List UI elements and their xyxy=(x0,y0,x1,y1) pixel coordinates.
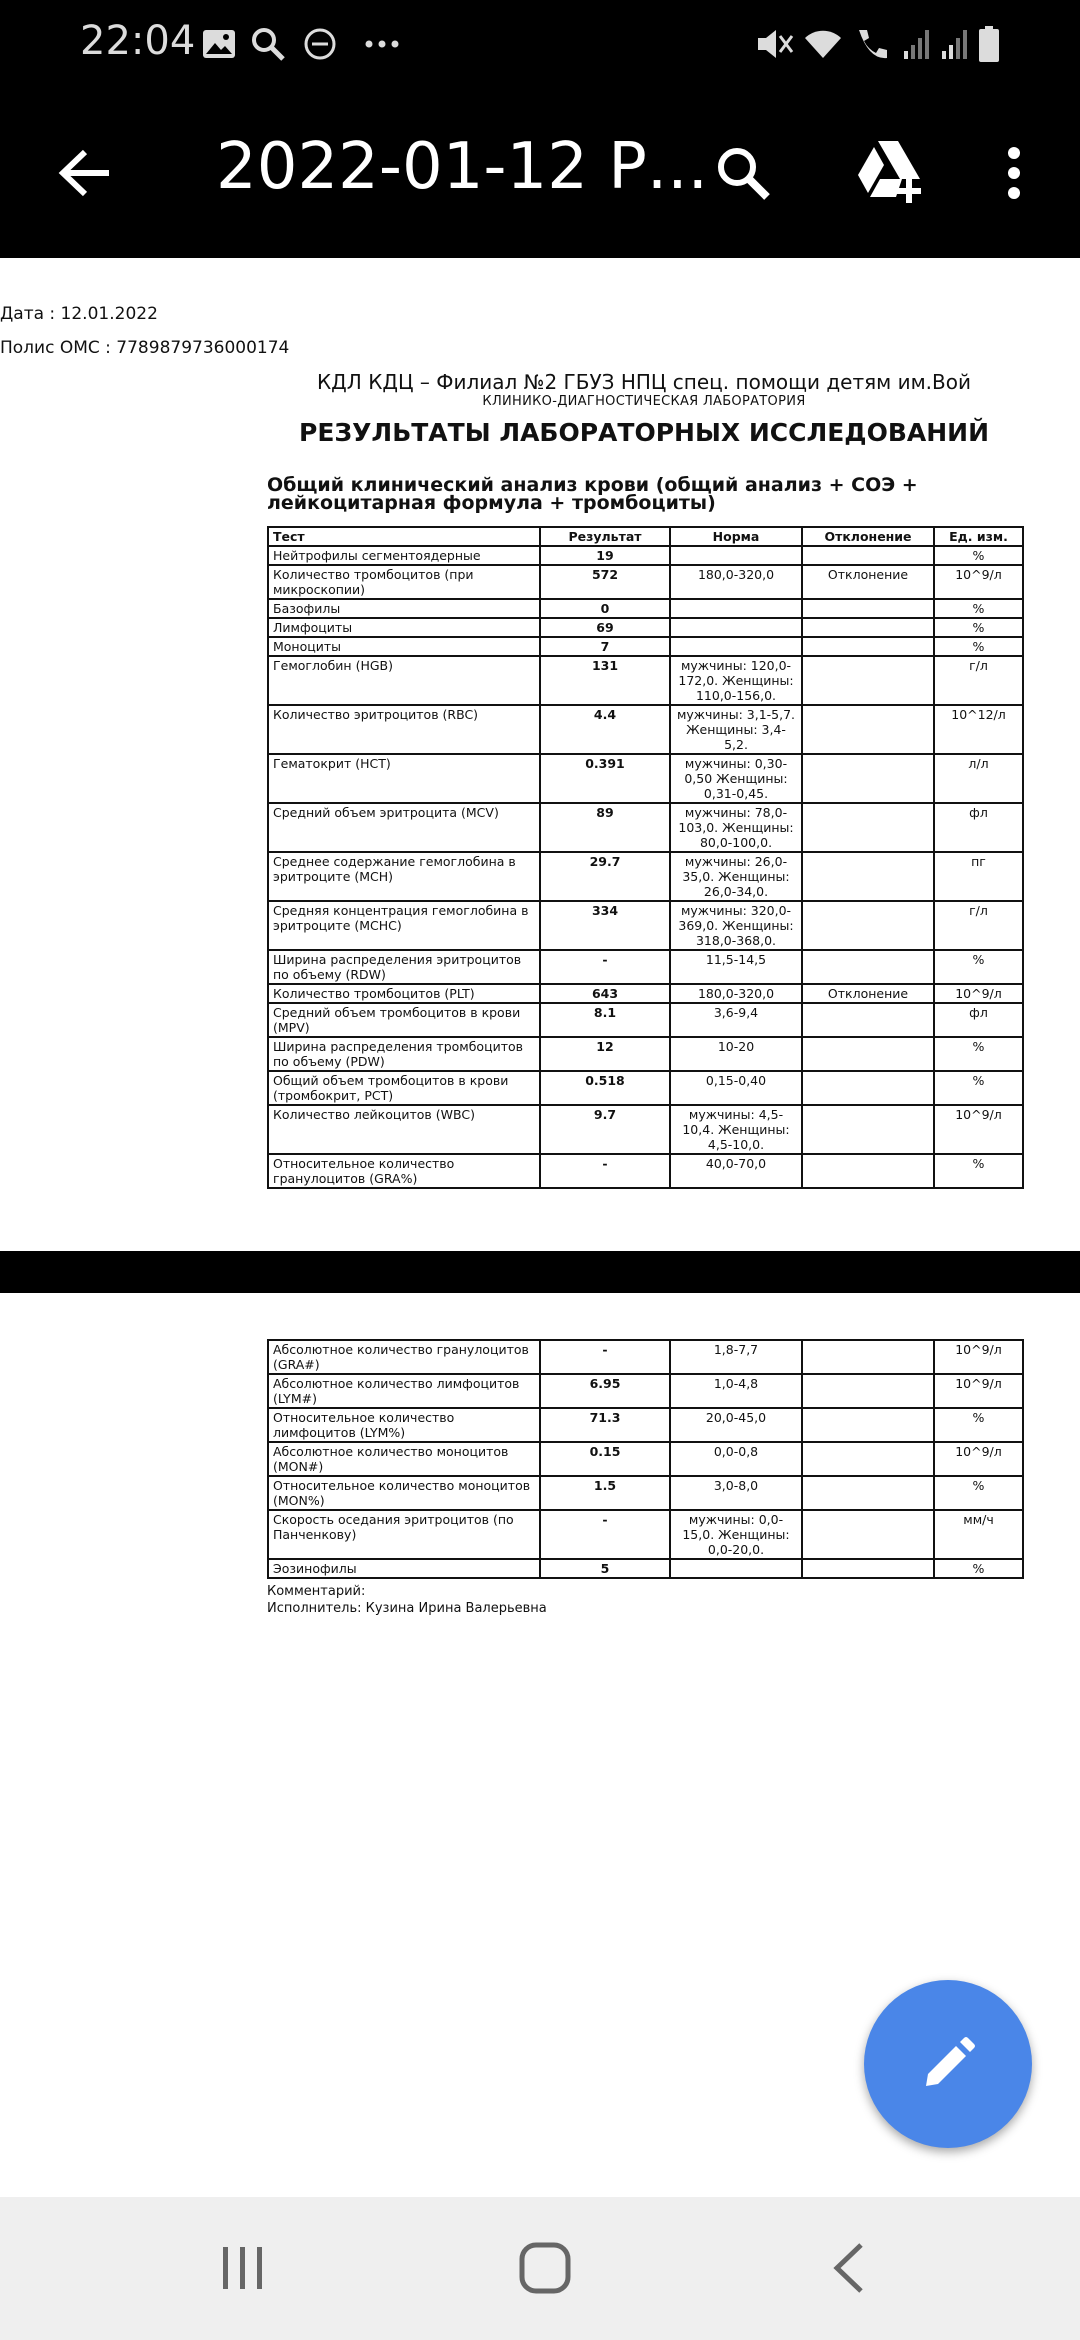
result-cell: 71.3 xyxy=(540,1408,670,1442)
results-table-continued xyxy=(267,1339,1024,1579)
reference-range-cell: мужчины: 320,0-369,0. Женщины: 318,0-368,0. xyxy=(670,901,802,950)
reference-range-cell: 180,0-320,0 xyxy=(670,565,802,599)
table-row xyxy=(268,1340,1023,1374)
table-row xyxy=(268,618,1023,637)
result-cell: 1.5 xyxy=(540,1476,670,1510)
edit-button[interactable] xyxy=(864,1980,1032,2148)
wifi-calling-icon xyxy=(850,22,896,66)
test-name-cell: Абсолютное количество гранулоцитов (GRA#) xyxy=(268,1340,540,1374)
table-row xyxy=(268,1510,1023,1559)
unit-cell: фл xyxy=(934,803,1023,852)
deviation-cell xyxy=(802,618,934,637)
unit-cell: % xyxy=(934,1408,1023,1442)
deviation-cell xyxy=(802,1154,934,1188)
test-name-cell: Среднее содержание гемоглобина в эритроците (MCH) xyxy=(268,852,540,901)
result-cell: 6.95 xyxy=(540,1374,670,1408)
wifi-icon xyxy=(800,22,846,66)
unit-cell: % xyxy=(934,1071,1023,1105)
deviation-cell xyxy=(802,803,934,852)
image-icon xyxy=(200,22,238,66)
drive-add-icon[interactable] xyxy=(842,124,942,220)
battery-icon xyxy=(976,22,1002,66)
deviation-cell xyxy=(802,656,934,705)
result-cell: 334 xyxy=(540,901,670,950)
table-row xyxy=(268,1003,1023,1037)
reference-range-cell: 0,0-0,8 xyxy=(670,1442,802,1476)
result-cell: 572 xyxy=(540,565,670,599)
reference-range-cell: 180,0-320,0 xyxy=(670,984,802,1003)
unit-cell: 10^9/л xyxy=(934,565,1023,599)
reference-range-cell: мужчины: 3,1-5,7. Женщины: 3,4-5,2. xyxy=(670,705,802,754)
deviation-cell xyxy=(802,705,934,754)
deviation-cell xyxy=(802,1408,934,1442)
reference-range-cell: 3,0-8,0 xyxy=(670,1476,802,1510)
result-cell: - xyxy=(540,1510,670,1559)
result-cell: 643 xyxy=(540,984,670,1003)
test-name-cell: Количество тромбоцитов (PLT) xyxy=(268,984,540,1003)
table-row xyxy=(268,1442,1023,1476)
lab-line: КЛИНИКО-ДИАГНОСТИЧЕСКАЯ ЛАБОРАТОРИЯ xyxy=(482,394,806,409)
page-separator xyxy=(0,1251,1080,1293)
table-row xyxy=(268,599,1023,618)
column-header: Норма xyxy=(670,527,802,546)
result-cell: - xyxy=(540,1340,670,1374)
more-vert-icon[interactable] xyxy=(984,128,1044,218)
document-page-1[interactable] xyxy=(0,258,1080,1251)
deviation-cell: Отклонение xyxy=(802,984,934,1003)
reference-range-cell: 1,0-4,8 xyxy=(670,1374,802,1408)
table-row xyxy=(268,1037,1023,1071)
reference-range-cell: 0,15-0,40 xyxy=(670,1071,802,1105)
reference-range-cell: мужчины: 26,0-35,0. Женщины: 26,0-34,0. xyxy=(670,852,802,901)
column-header: Результат xyxy=(540,527,670,546)
result-cell: - xyxy=(540,1154,670,1188)
report-footer xyxy=(267,1583,547,1617)
table-row xyxy=(268,656,1023,705)
deviation-cell xyxy=(802,637,934,656)
date-line: Дата : 12.01.2022 xyxy=(0,304,158,324)
reference-range-cell: 3,6-9,4 xyxy=(670,1003,802,1037)
test-name-cell: Ширина распределения тромбоцитов по объему (PDW) xyxy=(268,1037,540,1071)
table-row xyxy=(268,803,1023,852)
column-header: Отклонение xyxy=(802,527,934,546)
result-cell: 5 xyxy=(540,1559,670,1578)
test-name-cell: Эозинофилы xyxy=(268,1559,540,1578)
test-name-cell: Относительное количество лимфоцитов (LYM%) xyxy=(268,1408,540,1442)
search-icon[interactable] xyxy=(698,128,788,218)
test-name-cell: Гематокрит (HCT) xyxy=(268,754,540,803)
deviation-cell xyxy=(802,1071,934,1105)
status-bar xyxy=(0,0,1080,88)
test-name-cell: Ширина распределения эритроцитов по объему (RDW) xyxy=(268,950,540,984)
table-row xyxy=(268,1476,1023,1510)
test-name-cell: Нейтрофилы сегментоядерные xyxy=(268,546,540,565)
result-cell: 0.518 xyxy=(540,1071,670,1105)
result-cell: 0.391 xyxy=(540,754,670,803)
recent-apps-icon[interactable] xyxy=(198,2233,288,2303)
result-cell: 0 xyxy=(540,599,670,618)
unit-cell: 10^9/л xyxy=(934,984,1023,1003)
app-bar xyxy=(0,88,1080,258)
reference-range-cell: мужчины: 78,0-103,0. Женщины: 80,0-100,0. xyxy=(670,803,802,852)
document-title: 2022-01-12 Р... xyxy=(216,130,708,204)
reference-range-cell: мужчины: 0,0-15,0. Женщины: 0,0-20,0. xyxy=(670,1510,802,1559)
test-name-cell: Относительное количество гранулоцитов (GRA%) xyxy=(268,1154,540,1188)
result-cell: 19 xyxy=(540,546,670,565)
unit-cell: 10^9/л xyxy=(934,1105,1023,1154)
table-row xyxy=(268,637,1023,656)
deviation-cell xyxy=(802,1374,934,1408)
deviation-cell xyxy=(802,1559,934,1578)
deviation-cell: Отклонение xyxy=(802,565,934,599)
table-row xyxy=(268,754,1023,803)
deviation-cell xyxy=(802,1105,934,1154)
unit-cell: л/л xyxy=(934,754,1023,803)
table-row xyxy=(268,546,1023,565)
reference-range-cell: 11,5-14,5 xyxy=(670,950,802,984)
edit-pencil-icon xyxy=(918,2034,978,2094)
result-cell: 69 xyxy=(540,618,670,637)
more-dots-icon xyxy=(362,22,402,66)
unit-cell: 10^12/л xyxy=(934,705,1023,754)
reference-range-cell: мужчины: 120,0-172,0. Женщины: 110,0-156,0. xyxy=(670,656,802,705)
unit-cell: % xyxy=(934,1154,1023,1188)
executor-line: Исполнитель: Кузина Ирина Валерьевна xyxy=(267,1601,547,1616)
unit-cell: % xyxy=(934,950,1023,984)
table-row xyxy=(268,950,1023,984)
reference-range-cell: мужчины: 0,30-0,50 Женщины: 0,31-0,45. xyxy=(670,754,802,803)
deviation-cell xyxy=(802,901,934,950)
reference-range-cell: мужчины: 4,5-10,4. Женщины: 4,5-10,0. xyxy=(670,1105,802,1154)
unit-cell: фл xyxy=(934,1003,1023,1037)
table-row xyxy=(268,852,1023,901)
home-icon[interactable] xyxy=(500,2233,590,2303)
unit-cell: 10^9/л xyxy=(934,1374,1023,1408)
signal-icon xyxy=(900,22,934,66)
test-name-cell: Моноциты xyxy=(268,637,540,656)
organization-line: КДЛ КДЦ – Филиал №2 ГБУЗ НПЦ спец. помощи детям им.Вой xyxy=(316,370,971,394)
result-cell: 4.4 xyxy=(540,705,670,754)
table-row xyxy=(268,705,1023,754)
results-heading: РЕЗУЛЬТАТЫ ЛАБОРАТОРНЫХ ИССЛЕДОВАНИЙ xyxy=(299,418,989,447)
reference-range-cell xyxy=(670,1559,802,1578)
deviation-cell xyxy=(802,1442,934,1476)
deviation-cell xyxy=(802,1037,934,1071)
deviation-cell xyxy=(802,754,934,803)
reference-range-cell xyxy=(670,637,802,656)
test-name-cell: Средний объем эритроцита (MCV) xyxy=(268,803,540,852)
test-name-cell: Средний объем тромбоцитов в крови (MPV) xyxy=(268,1003,540,1037)
test-name-cell: Гемоглобин (HGB) xyxy=(268,656,540,705)
test-name-cell: Абсолютное количество лимфоцитов (LYM#) xyxy=(268,1374,540,1408)
unit-cell: % xyxy=(934,618,1023,637)
results-table xyxy=(267,526,1024,1189)
result-cell: 12 xyxy=(540,1037,670,1071)
unit-cell: г/л xyxy=(934,901,1023,950)
unit-cell: % xyxy=(934,1037,1023,1071)
comment-label: Комментарий: xyxy=(267,1584,366,1599)
unit-cell: 10^9/л xyxy=(934,1340,1023,1374)
section-title: Общий клинический анализ крови (общий анализ + СОЭ + лейкоцитарная формула + тромбоциты) xyxy=(267,474,918,514)
table-row xyxy=(268,1105,1023,1154)
result-cell: 29.7 xyxy=(540,852,670,901)
test-name-cell: Средняя концентрация гемоглобина в эритроците (MCHC) xyxy=(268,901,540,950)
reference-range-cell xyxy=(670,618,802,637)
deviation-cell xyxy=(802,1003,934,1037)
test-name-cell: Базофилы xyxy=(268,599,540,618)
test-name-cell: Количество эритроцитов (RBC) xyxy=(268,705,540,754)
test-name-cell: Общий объем тромбоцитов в крови (тромбокрит, PCT) xyxy=(268,1071,540,1105)
test-name-cell: Скорость оседания эритроцитов (по Панченкову) xyxy=(268,1510,540,1559)
deviation-cell xyxy=(802,1340,934,1374)
reference-range-cell xyxy=(670,546,802,565)
column-header: Тест xyxy=(268,527,540,546)
signal-icon xyxy=(938,22,972,66)
back-icon[interactable] xyxy=(804,2233,894,2303)
table-row xyxy=(268,1071,1023,1105)
policy-line: Полис ОМС : 7789879736000174 xyxy=(0,338,290,358)
do-not-disturb-icon xyxy=(300,22,340,66)
unit-cell: пг xyxy=(934,852,1023,901)
mute-icon xyxy=(752,22,796,66)
table-row xyxy=(268,1559,1023,1578)
result-cell: 7 xyxy=(540,637,670,656)
table-row xyxy=(268,1154,1023,1188)
result-cell: 9.7 xyxy=(540,1105,670,1154)
table-row xyxy=(268,565,1023,599)
back-arrow-icon[interactable] xyxy=(40,128,130,218)
search-icon xyxy=(248,22,288,66)
unit-cell: г/л xyxy=(934,656,1023,705)
test-name-cell: Абсолютное количество моноцитов (MON#) xyxy=(268,1442,540,1476)
test-name-cell: Количество тромбоцитов (при микроскопии) xyxy=(268,565,540,599)
reference-range-cell: 1,8-7,7 xyxy=(670,1340,802,1374)
table-row xyxy=(268,984,1023,1003)
unit-cell: % xyxy=(934,1559,1023,1578)
deviation-cell xyxy=(802,1510,934,1559)
unit-cell: % xyxy=(934,637,1023,656)
reference-range-cell: 10-20 xyxy=(670,1037,802,1071)
table-row xyxy=(268,1408,1023,1442)
column-header: Ед. изм. xyxy=(934,527,1023,546)
deviation-cell xyxy=(802,599,934,618)
unit-cell: % xyxy=(934,546,1023,565)
result-cell: - xyxy=(540,950,670,984)
table-row xyxy=(268,901,1023,950)
test-name-cell: Лимфоциты xyxy=(268,618,540,637)
unit-cell: % xyxy=(934,1476,1023,1510)
test-name-cell: Количество лейкоцитов (WBC) xyxy=(268,1105,540,1154)
unit-cell: мм/ч xyxy=(934,1510,1023,1559)
deviation-cell xyxy=(802,852,934,901)
result-cell: 89 xyxy=(540,803,670,852)
deviation-cell xyxy=(802,546,934,565)
reference-range-cell xyxy=(670,599,802,618)
status-time: 22:04 xyxy=(80,18,196,64)
unit-cell: 10^9/л xyxy=(934,1442,1023,1476)
result-cell: 0.15 xyxy=(540,1442,670,1476)
unit-cell: % xyxy=(934,599,1023,618)
navigation-bar xyxy=(0,2197,1080,2340)
result-cell: 8.1 xyxy=(540,1003,670,1037)
test-name-cell: Относительное количество моноцитов (MON%) xyxy=(268,1476,540,1510)
reference-range-cell: 20,0-45,0 xyxy=(670,1408,802,1442)
table-row xyxy=(268,1374,1023,1408)
result-cell: 131 xyxy=(540,656,670,705)
deviation-cell xyxy=(802,950,934,984)
reference-range-cell: 40,0-70,0 xyxy=(670,1154,802,1188)
table-header-row xyxy=(268,527,1023,546)
deviation-cell xyxy=(802,1476,934,1510)
